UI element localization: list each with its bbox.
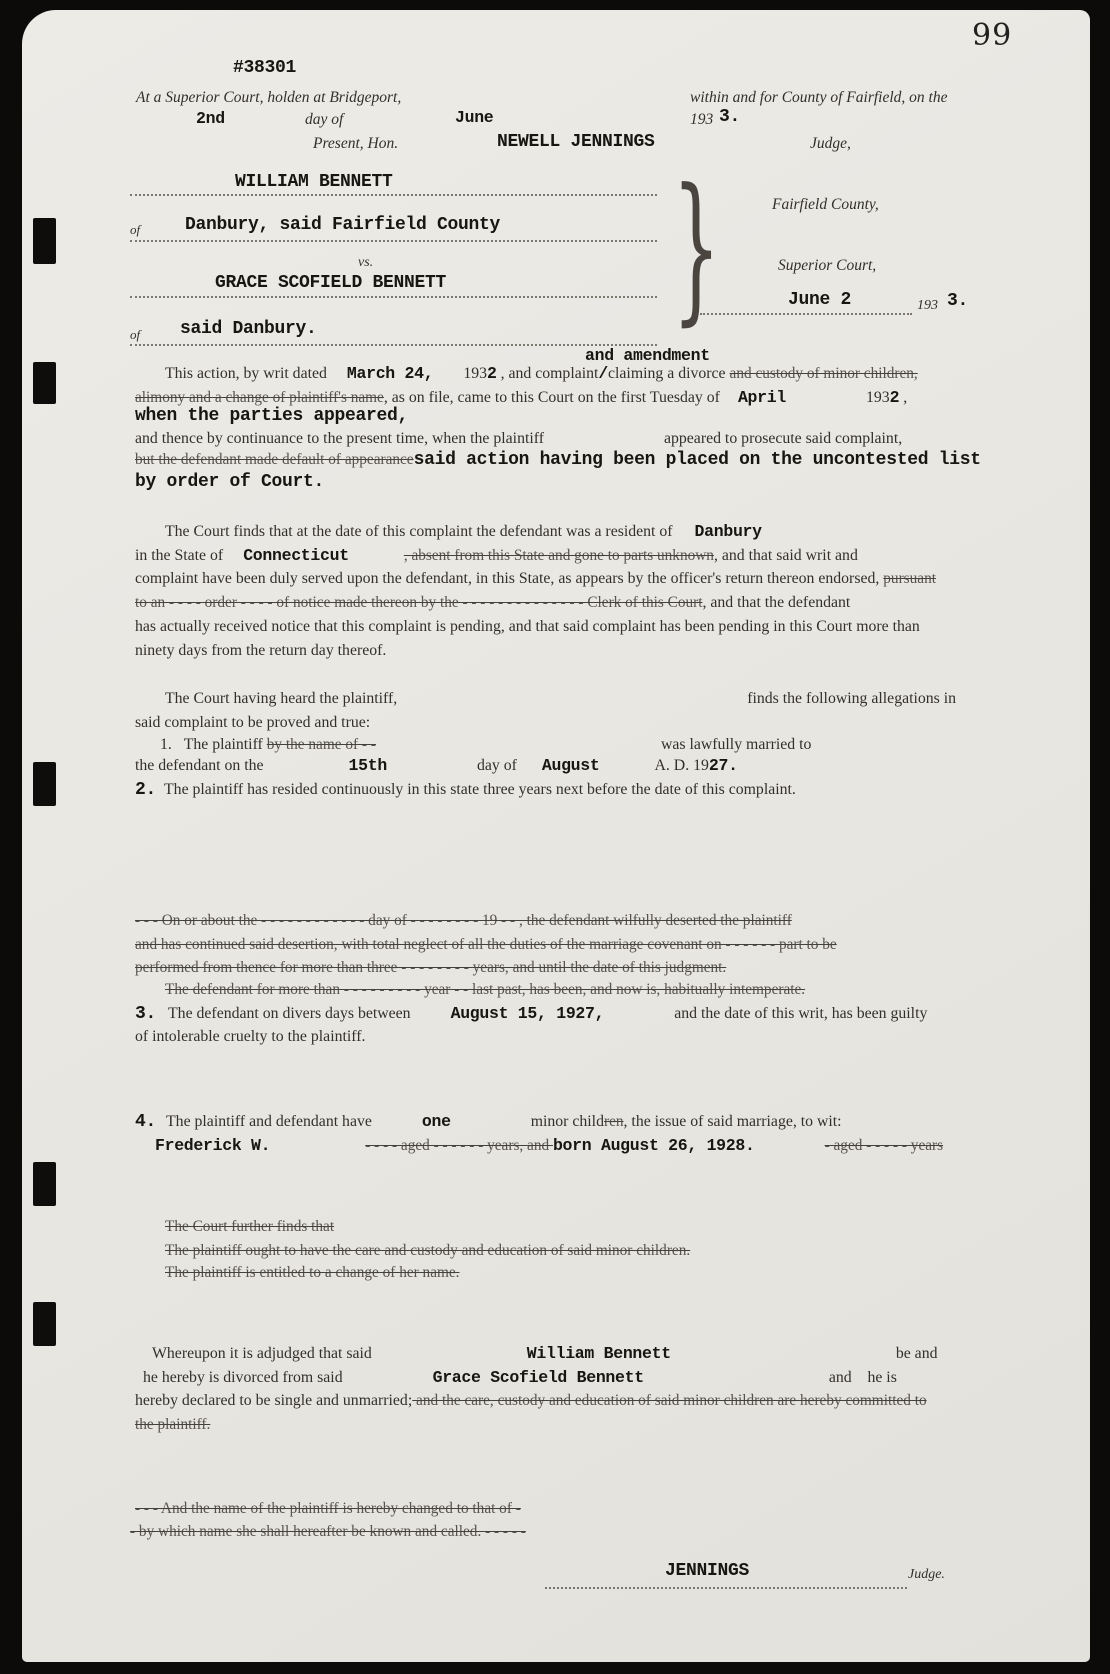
text-segment: ren xyxy=(603,1113,624,1130)
text-segment: finds the following allegations in xyxy=(747,690,957,707)
ruled-line xyxy=(130,239,657,242)
binder-mark xyxy=(33,362,56,404)
hearing-day: 2nd xyxy=(196,109,225,128)
spacer xyxy=(156,1125,166,1126)
text-segment: and thence by continuance to the present time, when the plaintiff xyxy=(135,430,544,447)
ruled-line xyxy=(130,295,657,298)
cruelty-line xyxy=(135,1004,927,1024)
spacer xyxy=(376,748,661,749)
signature-line xyxy=(545,1586,907,1589)
text-segment: The plaintiff has resided continuously in this state three years next before the date of this complaint. xyxy=(164,781,796,798)
text-segment: - aged - - - - - years xyxy=(824,1137,944,1154)
judgment-line xyxy=(143,1368,897,1387)
text-segment: Danbury xyxy=(694,522,762,541)
struck-name-change-line xyxy=(130,1523,526,1541)
spacer xyxy=(786,401,866,402)
text-segment: , and complaint xyxy=(496,365,599,382)
spacer xyxy=(387,769,477,770)
spacer xyxy=(156,793,164,794)
spacer xyxy=(644,1381,829,1382)
text-segment: The Court further finds that xyxy=(165,1218,335,1235)
binder-mark xyxy=(33,1302,56,1346)
text-segment: 3. xyxy=(135,1004,157,1024)
spacer xyxy=(343,1381,433,1382)
text-segment: performed from thence for more than three - - - - - - - - years, and until the date of this judgment. xyxy=(135,959,727,976)
spacer xyxy=(604,1017,674,1018)
struck-desertion-line xyxy=(135,912,792,930)
text-segment: - - - And the name of the plaintiff is hereby changed to that of - xyxy=(135,1500,521,1517)
text-segment: by the name of - - xyxy=(266,736,376,753)
spacer xyxy=(720,401,738,402)
text-segment: claiming a divorce xyxy=(608,365,730,382)
text-segment: day of xyxy=(476,757,517,774)
text-segment: but the defendant made default of appearance xyxy=(135,451,414,468)
text-segment: Connecticut xyxy=(243,546,349,565)
ruled-line xyxy=(130,343,657,346)
struck-desertion-line xyxy=(135,936,837,954)
text-segment: The Court finds that at the date of this complaint the defendant was a resident of xyxy=(165,523,673,540)
children-line xyxy=(135,1112,842,1132)
spacer xyxy=(451,1125,531,1126)
text-segment: complaint have been duly served upon the defendant, in this State, as appears by the officer's return thereon endorsed, xyxy=(135,570,884,587)
action-line xyxy=(135,450,981,470)
spacer xyxy=(600,769,655,770)
judge-label: Judge, xyxy=(810,135,851,152)
binder-mark xyxy=(33,218,56,264)
amendment-note xyxy=(585,346,710,365)
binder-mark xyxy=(33,762,56,806)
text-segment: the defendant on the xyxy=(135,757,264,774)
judgment-line xyxy=(152,1344,938,1363)
text-segment: Grace Scofield Bennett xyxy=(432,1368,644,1387)
action-line xyxy=(135,472,324,492)
struck-desertion-line xyxy=(135,959,726,977)
text-segment: - - - On or about the - - - - - - - - - - - - day of - - - - - - - - 19 - - , the defendant wilfully deserted the plaintiff xyxy=(135,912,792,929)
present-label: Present, Hon. xyxy=(313,135,399,152)
text-segment: , as on file, came to this Court on the first Tuesday of xyxy=(383,389,720,406)
spacer xyxy=(270,1149,365,1150)
judge-signature-label: Judge. xyxy=(908,1567,945,1582)
text-segment: - - - - aged - - - - - - years, and xyxy=(365,1137,553,1154)
court-label: Superior Court, xyxy=(778,257,877,274)
text-segment: hereby declared to be single and unmarried; xyxy=(135,1392,413,1409)
service-line xyxy=(135,570,936,588)
allegations-line xyxy=(135,756,738,775)
judge-name: NEWELL JENNINGS xyxy=(497,132,655,152)
spacer xyxy=(264,769,349,770)
text-segment: , and that said writ and xyxy=(713,547,858,564)
text-segment: to an - - - - order - - - - of notice made thereon by the - - - - - - - - - - - - - - Clerk of this Court xyxy=(135,594,703,611)
text-segment: , and that the defendant xyxy=(702,594,851,611)
text-segment: one xyxy=(421,1112,451,1131)
spacer xyxy=(372,1125,422,1126)
text-segment: The defendant for more than - - - - - - - - - year - - last past, has been, and now is, habitually intemperate. xyxy=(165,981,806,998)
children-line xyxy=(155,1136,943,1155)
text-segment: minor child xyxy=(530,1113,604,1130)
text-segment: was lawfully married to xyxy=(660,736,812,753)
spacer xyxy=(544,442,664,443)
text-segment: and he is xyxy=(828,1369,897,1386)
text-segment: 27. xyxy=(708,756,738,775)
text-segment: be and xyxy=(895,1345,938,1362)
text-segment: and the care, custody and education of said minor children are hereby committed to xyxy=(412,1392,927,1409)
spacer xyxy=(755,1149,825,1150)
text-segment: and has continued said desertion, with total neglect of all the duties of the marriage covenant on - - - - - - part to be xyxy=(135,936,837,953)
text-segment: , absent from this State and gone to parts unknown xyxy=(403,547,714,564)
text-segment: Whereupon it is adjudged that said xyxy=(152,1345,372,1362)
spacer xyxy=(223,559,243,560)
hearing-year-printed: 193 xyxy=(917,298,938,313)
spacer xyxy=(673,535,695,536)
text-segment: The plaintiff ought to have the care and custody and education of said minor children. xyxy=(165,1242,691,1259)
judgment-line xyxy=(135,1392,927,1410)
text-segment: 15th xyxy=(348,756,387,775)
text-segment: 2. xyxy=(135,780,157,800)
versus-label: vs. xyxy=(358,255,374,270)
text-segment: by order of Court. xyxy=(135,472,325,492)
county-label: Fairfield County, xyxy=(772,196,879,213)
year-printed: 193 xyxy=(690,111,714,128)
text-segment: - by which name she shall hereafter be known and called. - - - - - xyxy=(130,1523,526,1540)
text-segment: 1. The plaintiff xyxy=(160,736,267,753)
text-segment: has actually received notice that this complaint is pending, and that said complaint has been pending in this Court more than xyxy=(135,618,920,635)
text-segment: , the issue of said marriage, to wit: xyxy=(623,1113,842,1130)
struck-name-change-line xyxy=(135,1500,521,1518)
document-page xyxy=(22,10,1090,1662)
service-line xyxy=(135,546,858,565)
text-segment: The plaintiff is entitled to a change of her name. xyxy=(165,1264,460,1281)
text-segment: This action, by writ dated xyxy=(165,365,327,382)
spacer xyxy=(671,1357,896,1358)
caption-brace: } xyxy=(672,154,721,341)
text-segment: 193 xyxy=(865,389,890,406)
action-line xyxy=(135,406,408,426)
struck-custody-line xyxy=(165,1264,460,1282)
text-segment: 4. xyxy=(135,1112,157,1132)
action-line xyxy=(135,430,902,448)
text-segment: appeared to prosecute said complaint, xyxy=(663,430,903,447)
text-segment: A. D. 19 xyxy=(654,757,709,774)
of-label: of xyxy=(130,222,141,237)
struck-custody-line xyxy=(165,1242,690,1260)
day-of-label: day of xyxy=(305,111,344,128)
spacer xyxy=(433,377,463,378)
spacer xyxy=(372,1357,527,1358)
text-segment: The defendant on divers days between xyxy=(168,1005,411,1022)
text-segment: said action having been placed on the uncontested list xyxy=(413,450,981,470)
plaintiff-name: WILLIAM BENNETT xyxy=(235,172,393,192)
text-segment: August 15, 1927, xyxy=(450,1004,605,1023)
cruelty-line xyxy=(135,1028,365,1046)
text-segment: the plaintiff. xyxy=(135,1416,211,1433)
action-line xyxy=(135,388,907,407)
text-segment: born August 26, 1928. xyxy=(552,1136,755,1155)
service-line xyxy=(135,618,920,636)
case-number: #38301 xyxy=(233,58,297,78)
allegations-line xyxy=(135,780,796,800)
hearing-date: June 2 xyxy=(788,290,852,310)
text-segment: The Court having heard the plaintiff, xyxy=(165,690,398,707)
service-line xyxy=(135,594,850,612)
page-number: 99 xyxy=(972,18,1013,53)
year-typed: 3. xyxy=(719,107,741,127)
of-label: of xyxy=(130,327,141,342)
struck-custody-line xyxy=(165,1218,334,1236)
allegations-line xyxy=(135,714,370,732)
spacer xyxy=(327,377,347,378)
text-segment: said complaint to be proved and true: xyxy=(135,714,371,731)
text-segment: in the State of xyxy=(135,547,224,564)
allegations-line xyxy=(165,690,956,708)
ruled-line xyxy=(700,312,912,315)
text-segment: and custody of minor children, xyxy=(729,365,918,382)
text-segment: of intolerable cruelty to the plaintiff. xyxy=(135,1028,366,1045)
spacer xyxy=(156,1017,168,1018)
text-segment: April xyxy=(737,388,786,407)
spacer xyxy=(517,769,542,770)
text-segment: when the parties appeared, xyxy=(135,406,409,426)
text-segment: and amendment xyxy=(585,346,710,365)
spacer xyxy=(411,1017,451,1018)
text-segment: 2 xyxy=(889,388,900,407)
judgment-line xyxy=(135,1416,210,1434)
text-segment: March 24, xyxy=(346,364,434,383)
spacer xyxy=(397,702,747,703)
allegations-line xyxy=(160,736,811,754)
text-segment: pursuant xyxy=(883,570,936,587)
court-opening-line: At a Superior Court, holden at Bridgeport, xyxy=(136,89,402,106)
ruled-line xyxy=(130,193,657,196)
spacer xyxy=(349,559,404,560)
text-segment: , xyxy=(899,389,908,406)
text-segment: William Bennett xyxy=(526,1344,671,1363)
defendant-residence: said Danbury. xyxy=(180,319,317,339)
binder-mark xyxy=(33,1162,56,1206)
defendant-name: GRACE SCOFIELD BENNETT xyxy=(215,273,447,293)
text-segment: Frederick W. xyxy=(155,1136,271,1155)
text-segment: 193 xyxy=(463,365,488,382)
hearing-month: June xyxy=(455,108,494,127)
text-segment: ninety days from the return day thereof. xyxy=(135,642,387,659)
text-segment: 2 xyxy=(487,364,497,383)
plaintiff-residence: Danbury, said Fairfield County xyxy=(185,215,501,235)
action-line xyxy=(165,364,918,383)
struck-intemperance-line xyxy=(165,981,805,999)
text-segment: / xyxy=(598,364,609,383)
text-segment: alimony and a change of plaintiff's name xyxy=(135,389,384,406)
service-line xyxy=(165,522,762,541)
text-segment: he hereby is divorced from said xyxy=(143,1369,343,1386)
hearing-year-typed: 3. xyxy=(947,291,969,311)
text-segment: and the date of this writ, has been guilty xyxy=(674,1005,928,1022)
court-county-line: within and for County of Fairfield, on the xyxy=(690,89,948,106)
text-segment: August xyxy=(541,756,600,775)
text-segment: The plaintiff and defendant have xyxy=(166,1113,372,1130)
service-line xyxy=(135,642,386,660)
judge-signature: JENNINGS xyxy=(665,1561,750,1581)
